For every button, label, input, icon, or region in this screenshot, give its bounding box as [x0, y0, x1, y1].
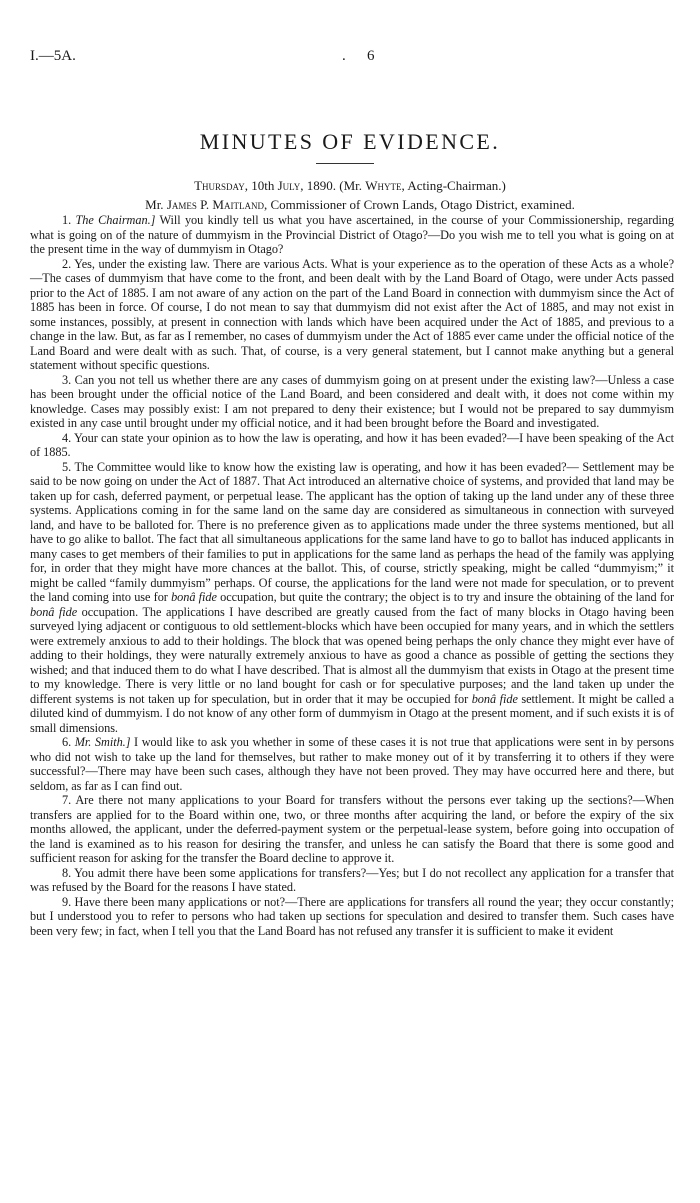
question-number: 1.: [62, 213, 76, 227]
question-text: Have there been many applications or not?—There are applications for transfers all round the year; they occur constantly; but I understood you to refer to persons who had taken up sections for speculation and desired to transfer them. Such cases have been very few; in fact, when I tell you that the Land Board has not refused any transfer it is sufficient to make it evident: [30, 894, 674, 938]
header-dot: .: [342, 48, 346, 64]
question-text: Your can state your opinion as to how the law is operating, and how it has been evaded?—I have been speaking of the Act of 1885.: [30, 430, 674, 459]
question-text: occupation, but quite the contrary; the object is to try and insure the obtaining of the land for: [216, 590, 675, 604]
question-number: 7.: [62, 793, 76, 807]
question-4: [30, 431, 674, 460]
witness-prefix: Mr.: [145, 197, 167, 212]
question-number: 3.: [62, 372, 75, 387]
question-text: Will you kindly tell us what you have ascertained, in the course of your Commissionership, regarding what is going on of the nature of dummyism in the Provincial District of Otago?—Do you wish me to tell you what is going on at the present time in the way of dummyism in Otago?: [30, 213, 674, 256]
question-text: I would like to ask you whether in some of these cases it is not true that applications were sent in by persons who did not wish to take up the land for themselves, but rather to make money out of it by transferring it to others if they were successful?—There may have been such cases, although they have not been proved. They may have occurred here and there, but seldom, as far as I can find out.: [30, 735, 674, 793]
witness-name: James P. Maitland: [166, 197, 264, 212]
question-text: occupation. The applications I have described are greatly caused from the fact of many blocks in Otago having been surveyed lying adjacent or contiguous to old settlement-blocks which have been occupied for many years, and in which the settlers were extremely anxious to add to their holdings. The block that was opened being perhaps the only chance they might ever have of adding to their holdings, they were naturally extremely anxious to have as good a chance as possible of getting the sections they wished; and that induced them to do what I have described. That is almost all the dummyism that exists in Otago at the present time to my knowledge. There is very little or no land bought for cash or for speculative purposes; and the land taken up under the different systems is not taken up for speculation, but in order that it may be occupied for: [30, 604, 674, 706]
session-date: , 10th: [244, 178, 278, 193]
question-text: settlement. It might be called a diluted kind of dummyism. I do not know of any other form of dummyism in Otago at the present moment, and if such exists it is of small dimensions.: [30, 691, 674, 735]
question-number: 4.: [62, 430, 74, 445]
session-date-line: [194, 178, 506, 193]
page-title: MINUTES OF EVIDENCE.: [199, 129, 501, 154]
speaker-label: The Chairman.]: [75, 213, 156, 227]
session-month: July: [277, 178, 301, 193]
question-9: [30, 895, 674, 939]
question-text: Are there not many applications to your Board for transfers without the persons ever taking up the sections?—When transfers are applied for to the Board within one, two, or three months after acquiring the land, or before the expiry of the six months allowed, the applicant, under the deferred-payment system or the perpetual-lease system, before going into occupation of the land is examined as to his reason for desiring the transfer, and unless he can satisfy the Board that there is some good and sufficient reason for asking for the transfer the Board decline to approve it.: [30, 793, 675, 865]
latin-term: bonâ fide: [171, 590, 217, 604]
question-2: [30, 257, 674, 373]
witness-role: , Commissioner of Crown Lands, Otago District, examined.: [263, 197, 575, 212]
document-reference: I.—5A.: [30, 48, 76, 64]
question-number: 8.: [62, 865, 75, 880]
question-text: Yes, under the existing law. There are various Acts. What is your experience as to the operation of these Acts as a whole?—The cases of dummyism that have come to the front, and been dealt with by the Land Board of Otago, were under Acts passed prior to the Act of 1885. I am not aware of any action on the part of the Land Board in connection with dummyism since the Act of 1885 has been in force. Of course, I do not mean to say that dummyism did not exist after the Act of 1885, and may not exist in some instances, possibly, at present in connection with lands which have been acquired under the Act of 1885, and previous to a change in the law. But, as far as I remember, no cases of dummyism under the Act of 1885 ever came under the official notice of the Land Board and were dealt with as such. That, of course, is a very general statement, but I cannot make anything but a general statement without specific questions.: [30, 256, 674, 372]
latin-term: bonâ fide: [30, 604, 78, 619]
question-3: [30, 373, 674, 431]
chairman-name: Whyte: [365, 178, 402, 193]
page-header: [30, 48, 674, 68]
evidence-body: [30, 213, 674, 938]
question-text: You admit there have been some applications for transfers?—Yes; but I do not recollect any application for a transfer that was refused by the Board for the reasons I have stated.: [30, 865, 674, 894]
session-day: Thursday: [194, 178, 245, 193]
question-number: 9.: [62, 894, 75, 909]
page-number: 6: [367, 48, 375, 64]
question-number: 6.: [62, 735, 75, 749]
latin-term: bonâ fide: [471, 691, 518, 706]
question-1: [30, 213, 674, 257]
question-6: [30, 735, 674, 793]
session-year: , 1890. (Mr.: [300, 178, 366, 193]
question-text: Can you not tell us whether there are any cases of dummyism going on at present under the existing law?—Unless a case has been brought under the official notice of the Land Board, and been considered and dealt with, it does not come within my knowledge. Cases may possibly exist: I am not prepared to deny their existence; but I would not be prepared to say dummyism existed in any case until brought under my official notice, and it had been brought before the Board and investigated.: [30, 372, 674, 430]
question-number: 5.: [62, 459, 75, 474]
speaker-label: Mr. Smith.]: [74, 735, 131, 749]
chairman-role: , Acting-Chairman.): [401, 178, 506, 193]
question-5: [30, 460, 674, 736]
session-info: [0, 176, 700, 214]
question-number: 2.: [62, 256, 75, 271]
title-divider: [316, 163, 374, 164]
question-text: The Committee would like to know how the existing law is operating, and how it has been evaded?— Settlement may be said to be now going on under the Act of 1887. That Act introduced an alternative choice of systems, and provided that land may be taken up for cash, deferred payment, or perpetual lease. The applicant has the option of taking up the land under any of these three systems. Applications coming in for the same land on the same day are considered as simultaneous in connection with surveyed land, and have to be balloted for. There is no preference given as to applications made under the three systems mentioned, but all have to go alike to ballot. The fact that all simultaneous applications for the same land have to go to ballot has induced applicants in many cases to get members of their families to put in applications for the same land as perhaps the head of the family was applying for, in order that they might have more chances at the ballot. This, of course, strictly speaking, might be called “dummyism;” it might be called “family dummyism” perhaps. Of course, the applications for the land were not made for speculation, or to prevent the land coming into use for: [30, 459, 674, 604]
witness-line: [0, 195, 700, 214]
question-8: [30, 866, 674, 895]
question-7: [30, 793, 674, 866]
